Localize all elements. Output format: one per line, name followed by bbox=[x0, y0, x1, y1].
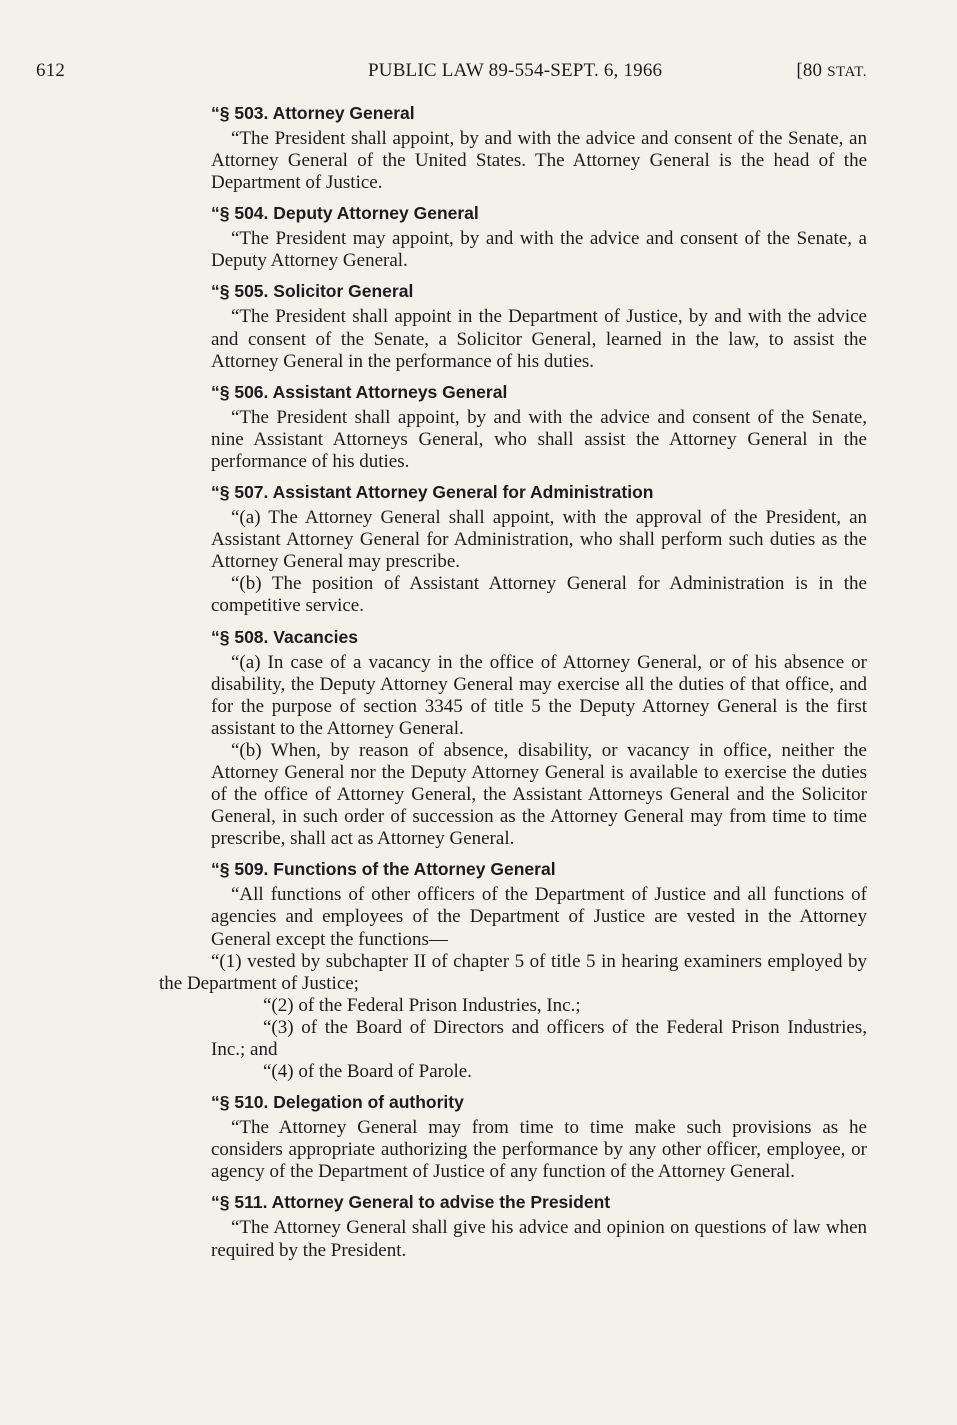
section-511 bbox=[211, 1191, 867, 1261]
document-body bbox=[159, 102, 867, 1262]
subsection-b: “(b) The position of Assistant Attorney General for Administration is in the competitive service. bbox=[211, 573, 867, 617]
section-509 bbox=[159, 858, 867, 1083]
section-506 bbox=[211, 381, 867, 473]
section-heading: “§ 511. Attorney General to advise the President bbox=[211, 1192, 611, 1213]
section-text: “The President shall appoint, by and with the advice and consent of the Senate, nine Assistant Attorneys General, who shall assist the Attorney General in the performance of his duties. bbox=[211, 406, 867, 472]
list-item-3: “(3) of the Board of Directors and officers of the Federal Prison Industries, Inc.; and bbox=[211, 1016, 867, 1060]
list-item-text: “(1) vested by subchapter II of chapter 5 of title 5 in hearing examiners employed by the Department of Justice; bbox=[159, 950, 867, 994]
section-heading: “§ 505. Solicitor General bbox=[211, 281, 414, 302]
volume-abbrev: STAT. bbox=[827, 64, 867, 80]
section-508 bbox=[211, 626, 867, 851]
subsection-b: “(b) When, by reason of absence, disability, or vacancy in office, neither the Attorney General nor the Deputy Attorney General is available to exercise the duties of the office of Attorney General, the Assistant Attorneys General and the Solicitor General, in such order of succession as the Attorney General may from time to time prescribe, shall act as Attorney General. bbox=[211, 739, 867, 850]
section-heading: “§ 507. Assistant Attorney General for Administration bbox=[211, 482, 654, 503]
subsection-a: “(a) In case of a vacancy in the office of Attorney General, or of his absence or disability, the Deputy Attorney General may exercise all the duties of that office, and for the purpose of section 3345 of title 5 the Deputy Attorney General is the first assistant to the Attorney General. bbox=[211, 651, 867, 739]
section-heading: “§ 504. Deputy Attorney General bbox=[211, 203, 479, 224]
list-item-1 bbox=[159, 951, 867, 995]
section-heading: “§ 503. Attorney General bbox=[211, 103, 415, 123]
section-507 bbox=[211, 481, 867, 617]
running-title: PUBLIC LAW 89-554-SEPT. 6, 1966 bbox=[368, 60, 663, 81]
page-header bbox=[36, 60, 867, 88]
volume-citation bbox=[796, 60, 867, 82]
section-heading: “§ 508. Vacancies bbox=[211, 626, 358, 647]
section-510 bbox=[211, 1091, 867, 1183]
subsection-a: “(a) The Attorney General shall appoint, with the approval of the President, an Assistant Attorney General for Administration, who shall perform such duties as the Attorney General may prescribe. bbox=[211, 507, 867, 573]
volume-prefix: [80 bbox=[796, 60, 828, 81]
section-heading: “§ 509. Functions of the Attorney General bbox=[211, 859, 556, 880]
section-504 bbox=[211, 202, 867, 272]
section-text: “The Attorney General may from time to time make such provisions as he considers appropriate authorizing the performance by any other officer, employee, or agency of the Department of Justice of any function of the Attorney General. bbox=[211, 1117, 867, 1183]
section-heading: “§ 506. Assistant Attorneys General bbox=[211, 381, 508, 402]
section-text: “The President shall appoint, by and with the advice and consent of the Senate, an Attorney General of the United States. The Attorney General is the head of the Department of Justice. bbox=[211, 128, 867, 194]
section-text: “The President may appoint, by and with the advice and consent of the Senate, a Deputy Attorney General. bbox=[211, 228, 867, 272]
section-text: “The President shall appoint in the Department of Justice, by and with the advice and consent of the Senate, a Solicitor General, learned in the law, to assist the Attorney General in the performance of his duties. bbox=[211, 306, 867, 372]
section-505 bbox=[211, 280, 867, 372]
section-text: “All functions of other officers of the Department of Justice and all functions of agencies and employees of the Department of Justice are vested in the Attorney General except the functions— bbox=[211, 884, 867, 950]
section-503 bbox=[211, 102, 867, 194]
list-item-4: “(4) of the Board of Parole. bbox=[263, 1061, 472, 1083]
page-number: 612 bbox=[36, 60, 66, 81]
section-text: “The Attorney General shall give his advice and opinion on questions of law when required by the President. bbox=[211, 1217, 867, 1261]
list-item-2: “(2) of the Federal Prison Industries, Inc.; bbox=[263, 994, 581, 1016]
section-heading: “§ 510. Delegation of authority bbox=[211, 1092, 464, 1113]
